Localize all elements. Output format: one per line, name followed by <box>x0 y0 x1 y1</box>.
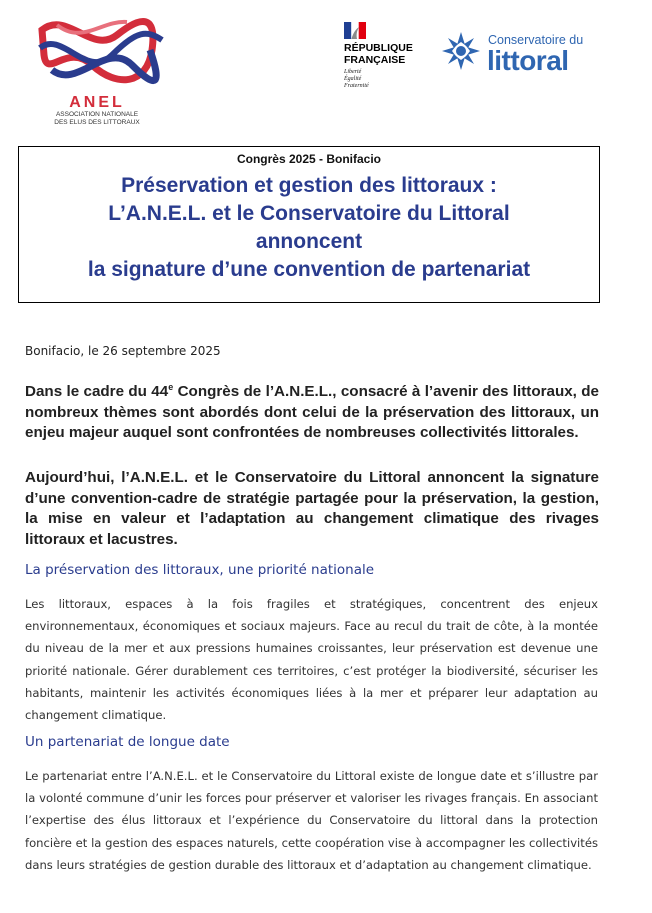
anel-subtitle-line2: DES ELUS DES LITTORAUX <box>54 119 140 126</box>
press-release-title-box <box>18 146 600 303</box>
lead-paragraph-2: Aujourd’hui, l’A.N.E.L. et le Conservatoire du Littoral annoncent la signature d’une convention-cadre de stratégie partagée pour la préservation, la gestion, la mise en valeur et l’adaptation au changement climatique des rivages littoraux et lacustres. <box>25 469 599 548</box>
conservatoire-line1: Conservatoire du <box>488 33 584 47</box>
republique-line1: RÉPUBLIQUE <box>344 42 413 54</box>
section-heading-preservation: La préservation des littoraux, une priorité nationale <box>25 562 375 578</box>
lead-paragraph-1 <box>25 377 599 444</box>
motto-egalite: Égalité <box>344 76 362 82</box>
anel-knot-icon <box>22 10 172 94</box>
motto-fraternite: Fraternité <box>344 83 369 89</box>
anel-logo <box>22 10 172 126</box>
republique-name <box>344 42 413 66</box>
ordinal-suffix: e <box>168 382 174 392</box>
lead-1-start: Dans le cadre du 44 <box>25 383 169 401</box>
conservatoire-line2: littoral <box>487 45 569 76</box>
anel-subtitle <box>22 111 172 127</box>
dateline: Bonifacio, le 26 septembre 2025 <box>25 344 221 358</box>
thistle-flower-icon <box>440 30 482 72</box>
marianne-flag-icon <box>344 22 366 39</box>
title-line-4: la signature d’une convention de partenariat <box>87 258 531 281</box>
motto-liberte: Liberté <box>344 69 362 75</box>
title-line-1: Préservation et gestion des littoraux : <box>121 174 497 197</box>
anel-wordmark: ANEL <box>69 94 125 111</box>
lead-1-end: Congrès de l’A.N.E.L., consacré à l’avenir des littoraux, de nombreux thèmes sont abordés dont celui de la préservation des littoraux, un enjeu majeur auquel sont confrontées de nombreuses collectivités littorales. <box>25 383 599 442</box>
republique-motto <box>344 69 369 90</box>
section-heading-partenariat: Un partenariat de longue date <box>25 734 230 750</box>
event-label: Congrès 2025 - Bonifacio <box>236 152 382 166</box>
conservatoire-littoral-logo <box>440 28 610 82</box>
title-line-2: L’A.N.E.L. et le Conservatoire du Littoral <box>108 202 510 225</box>
republique-line2: FRANÇAISE <box>344 54 406 66</box>
section-body-preservation: Les littoraux, espaces à la fois fragiles et stratégiques, concentrent des enjeux environnementaux, économiques et sociaux majeurs. Face au recul du trait de côte, à la montée du niveau de la mer et aux pressions humaines croissantes, leur préservation est devenue une priorité nationale. Gérer durablement ces territoires, c’est protéger la biodiversité, sécuriser les habitants, maintenir les activités économiques liées à la mer et préparer leur adaptation au changement climatique. <box>25 597 598 723</box>
section-body-partenariat: Le partenariat entre l’A.N.E.L. et le Conservatoire du Littoral existe de longue date et s’illustre par la volonté commune d’unir les forces pour préserver et valoriser les rivages français. En associant l’expertise des élus littoraux et l’expérience du Conservatoire du littoral dans la protection foncière et la gestion des espaces naturels, cette coopération vise à accompagner les collectivités dans leurs stratégies de gestion durable des littoraux et d’adaptation au changement climatique. <box>25 769 598 872</box>
title-line-3: annoncent <box>255 230 363 253</box>
republique-francaise-logo <box>338 22 428 102</box>
anel-subtitle-line1: ASSOCIATION NATIONALE <box>55 111 139 118</box>
